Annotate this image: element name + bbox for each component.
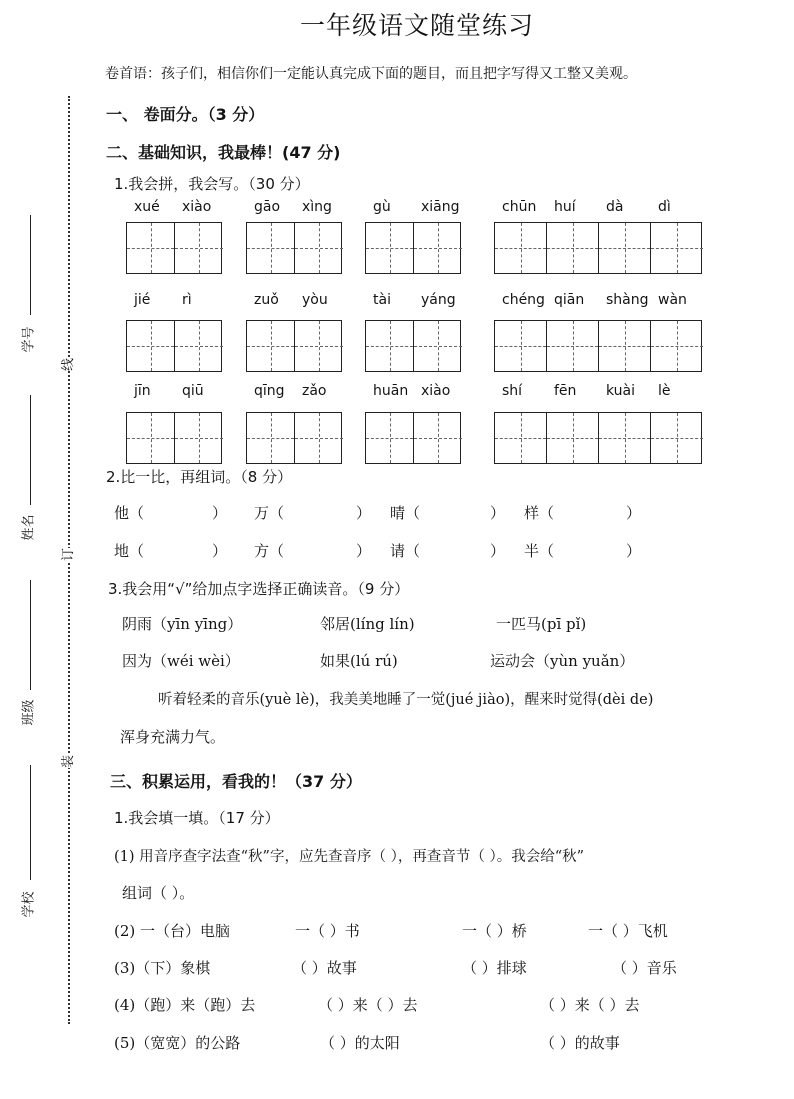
q3-heading: 3.我会用“√”给加点字选择正确读音。（9 分） bbox=[108, 580, 410, 598]
writing-box-group[interactable] bbox=[246, 320, 342, 372]
pinyin-syllable: qiān bbox=[554, 292, 585, 308]
tian-zi-cell[interactable] bbox=[495, 223, 547, 273]
tian-zi-cell[interactable] bbox=[247, 321, 295, 371]
q4-r2-c4: 一（ ）飞机 bbox=[588, 922, 668, 940]
q4-r2-c2: 一（ ）书 bbox=[295, 922, 360, 940]
writing-box-group[interactable] bbox=[365, 320, 461, 372]
compare-blank-close: ） bbox=[356, 504, 372, 522]
q4-r2-c1: (2) 一（台）电脑 bbox=[114, 922, 231, 940]
q2-heading: 2.比一比，再组词。（8 分） bbox=[106, 468, 293, 486]
pinyin-syllable: jīn bbox=[134, 383, 151, 399]
writing-box-group[interactable] bbox=[246, 412, 342, 464]
intro-text: 卷首语：孩子们，相信你们一定能认真完成下面的题目，而且把字写得又工整又美观。 bbox=[105, 66, 637, 82]
pinyin-syllable: qiū bbox=[182, 383, 204, 399]
tian-zi-cell[interactable] bbox=[127, 321, 175, 371]
pinyin-syllable: xìng bbox=[302, 199, 332, 215]
tian-zi-cell[interactable] bbox=[599, 223, 651, 273]
compare-char: 万（ bbox=[254, 504, 285, 522]
q1-heading: 1.我会拼，我会写。（30 分） bbox=[114, 175, 310, 193]
pinyin-syllable: gāo bbox=[254, 199, 281, 215]
compare-blank-close: ） bbox=[212, 542, 228, 560]
writing-box-group[interactable] bbox=[126, 222, 222, 274]
pinyin-syllable: qīng bbox=[254, 383, 285, 399]
q4-r3-c1: (3)（下）象棋 bbox=[114, 959, 211, 977]
pinyin-syllable: xué bbox=[134, 199, 160, 215]
compare-char: 半（ bbox=[524, 542, 555, 560]
compare-char: 晴（ bbox=[390, 504, 421, 522]
q4-r3-c3: （ ）排球 bbox=[462, 959, 527, 977]
compare-char: 他（ bbox=[114, 504, 145, 522]
tian-zi-cell[interactable] bbox=[295, 413, 343, 463]
compare-char: 请（ bbox=[390, 542, 421, 560]
compare-blank-close: ） bbox=[626, 504, 642, 522]
section-3-heading: 三、积累运用，看我的！（37 分） bbox=[110, 772, 362, 791]
writing-box-group[interactable] bbox=[365, 222, 461, 274]
pinyin-syllable: dì bbox=[658, 199, 671, 215]
q4-r5-c3: （ ）的故事 bbox=[540, 1034, 620, 1052]
q4-r3-c2: （ ）故事 bbox=[292, 959, 357, 977]
name-label: 姓名 bbox=[21, 514, 37, 541]
compare-char: 样（ bbox=[524, 504, 555, 522]
pinyin-syllable: yáng bbox=[421, 292, 456, 308]
pinyin-syllable: kuài bbox=[606, 383, 636, 399]
pinyin-syllable: lè bbox=[658, 383, 671, 399]
pinyin-syllable: shí bbox=[502, 383, 523, 399]
section-1-heading: 一、 卷面分。（3 分） bbox=[106, 105, 265, 124]
q4-r4-c1: (4)（跑）来（跑）去 bbox=[114, 996, 256, 1014]
pinyin-syllable: huān bbox=[373, 383, 409, 399]
page-title: 一年级语文随堂练习 bbox=[300, 11, 535, 40]
school-label: 学校 bbox=[21, 891, 37, 918]
pinyin-syllable: shàng bbox=[606, 292, 649, 308]
tian-zi-cell[interactable] bbox=[414, 413, 462, 463]
compare-blank-close: ） bbox=[356, 542, 372, 560]
compare-char: 方（ bbox=[254, 542, 285, 560]
student-number-label: 学号 bbox=[21, 326, 37, 353]
compare-char: 地（ bbox=[114, 542, 145, 560]
pinyin-syllable: zuǒ bbox=[254, 292, 279, 308]
tian-zi-cell[interactable] bbox=[366, 321, 414, 371]
pinyin-syllable: tài bbox=[373, 292, 391, 308]
q4-r4-c3: （ ）来（ ）去 bbox=[540, 996, 640, 1014]
margin-mark-pack: 装 bbox=[57, 755, 76, 768]
q3-paragraph-line2: 浑身充满力气。 bbox=[120, 728, 226, 746]
pinyin-syllable: dà bbox=[606, 199, 624, 215]
tian-zi-cell[interactable] bbox=[651, 413, 703, 463]
writing-box-group[interactable] bbox=[126, 320, 222, 372]
class-line bbox=[30, 580, 31, 690]
student-number-line bbox=[30, 215, 31, 315]
compare-blank-close: ） bbox=[626, 542, 642, 560]
tian-zi-cell[interactable] bbox=[495, 321, 547, 371]
pinyin-syllable: huí bbox=[554, 199, 576, 215]
tian-zi-cell[interactable] bbox=[547, 321, 599, 371]
pinyin-syllable: rì bbox=[182, 292, 192, 308]
writing-box-group[interactable] bbox=[494, 320, 702, 372]
tian-zi-cell[interactable] bbox=[599, 321, 651, 371]
q3-item-linju: 邻居(líng lín) bbox=[320, 615, 415, 633]
pinyin-syllable: fēn bbox=[554, 383, 577, 399]
tian-zi-cell[interactable] bbox=[295, 321, 343, 371]
q4-heading: 1.我会填一填。（17 分） bbox=[114, 809, 280, 827]
tian-zi-cell[interactable] bbox=[247, 413, 295, 463]
name-line bbox=[30, 395, 31, 505]
q4-r3-c4: （ ）音乐 bbox=[612, 959, 677, 977]
tian-zi-cell[interactable] bbox=[175, 321, 223, 371]
tian-zi-cell[interactable] bbox=[651, 321, 703, 371]
tian-zi-cell[interactable] bbox=[175, 223, 223, 273]
pinyin-syllable: yòu bbox=[302, 292, 328, 308]
q4-line1: (1) 用音序查字法查“秋”字，应先查音序（ ），再查音节（ ）。我会给“秋” bbox=[114, 849, 585, 865]
q3-item-ruguo: 如果(lú rú) bbox=[320, 652, 398, 670]
writing-box-group[interactable] bbox=[246, 222, 342, 274]
tian-zi-cell[interactable] bbox=[547, 413, 599, 463]
tian-zi-cell[interactable] bbox=[366, 223, 414, 273]
q4-r5-c2: （ ）的太阳 bbox=[320, 1034, 400, 1052]
section-2-heading: 二、基础知识，我最棒！(47 分) bbox=[106, 143, 341, 162]
q4-r4-c2: （ ）来（ ）去 bbox=[318, 996, 418, 1014]
tian-zi-cell[interactable] bbox=[547, 223, 599, 273]
q3-item-yundonghui: 运动会（yùn yuǎn） bbox=[490, 652, 635, 670]
writing-box-group[interactable] bbox=[126, 412, 222, 464]
tian-zi-cell[interactable] bbox=[651, 223, 703, 273]
pinyin-syllable: jié bbox=[134, 292, 151, 308]
margin-mark-bind: 订 bbox=[57, 548, 76, 561]
q3-item-yinwei: 因为（wéi wèi） bbox=[122, 652, 240, 670]
pinyin-syllable: chéng bbox=[502, 292, 545, 308]
pinyin-syllable: xiāng bbox=[421, 199, 460, 215]
tian-zi-cell[interactable] bbox=[127, 223, 175, 273]
tian-zi-cell[interactable] bbox=[414, 223, 462, 273]
pinyin-syllable: xiào bbox=[421, 383, 451, 399]
compare-blank-close: ） bbox=[490, 542, 506, 560]
pinyin-syllable: chūn bbox=[502, 199, 537, 215]
writing-box-group[interactable] bbox=[365, 412, 461, 464]
tian-zi-cell[interactable] bbox=[175, 413, 223, 463]
school-line bbox=[30, 765, 31, 880]
q3-paragraph-line1: 听着轻柔的音乐(yuè lè)，我美美地睡了一觉(jué jiào)，醒来时觉得(dèi de) bbox=[158, 692, 654, 708]
writing-box-group[interactable] bbox=[494, 222, 702, 274]
tian-zi-cell[interactable] bbox=[414, 321, 462, 371]
pinyin-syllable: xiào bbox=[182, 199, 212, 215]
tian-zi-cell[interactable] bbox=[127, 413, 175, 463]
q4-r2-c3: 一（ ）桥 bbox=[462, 922, 527, 940]
tian-zi-cell[interactable] bbox=[495, 413, 547, 463]
tian-zi-cell[interactable] bbox=[295, 223, 343, 273]
compare-blank-close: ） bbox=[212, 504, 228, 522]
pinyin-syllable: wàn bbox=[658, 292, 687, 308]
margin-mark-line: 线 bbox=[57, 358, 76, 371]
q3-item-yipima: 一匹马(pī pǐ) bbox=[496, 615, 587, 633]
pinyin-syllable: zǎo bbox=[302, 383, 327, 399]
class-label: 班级 bbox=[21, 699, 37, 726]
tian-zi-cell[interactable] bbox=[366, 413, 414, 463]
compare-blank-close: ） bbox=[490, 504, 506, 522]
pinyin-syllable: gù bbox=[373, 199, 391, 215]
tian-zi-cell[interactable] bbox=[247, 223, 295, 273]
tian-zi-cell[interactable] bbox=[599, 413, 651, 463]
q3-item-yinyu: 阴雨（yīn yīng） bbox=[122, 615, 243, 633]
q4-line2: 组词（ ）。 bbox=[122, 884, 195, 902]
q4-r5-c1: (5)（宽宽）的公路 bbox=[114, 1034, 241, 1052]
writing-box-group[interactable] bbox=[494, 412, 702, 464]
